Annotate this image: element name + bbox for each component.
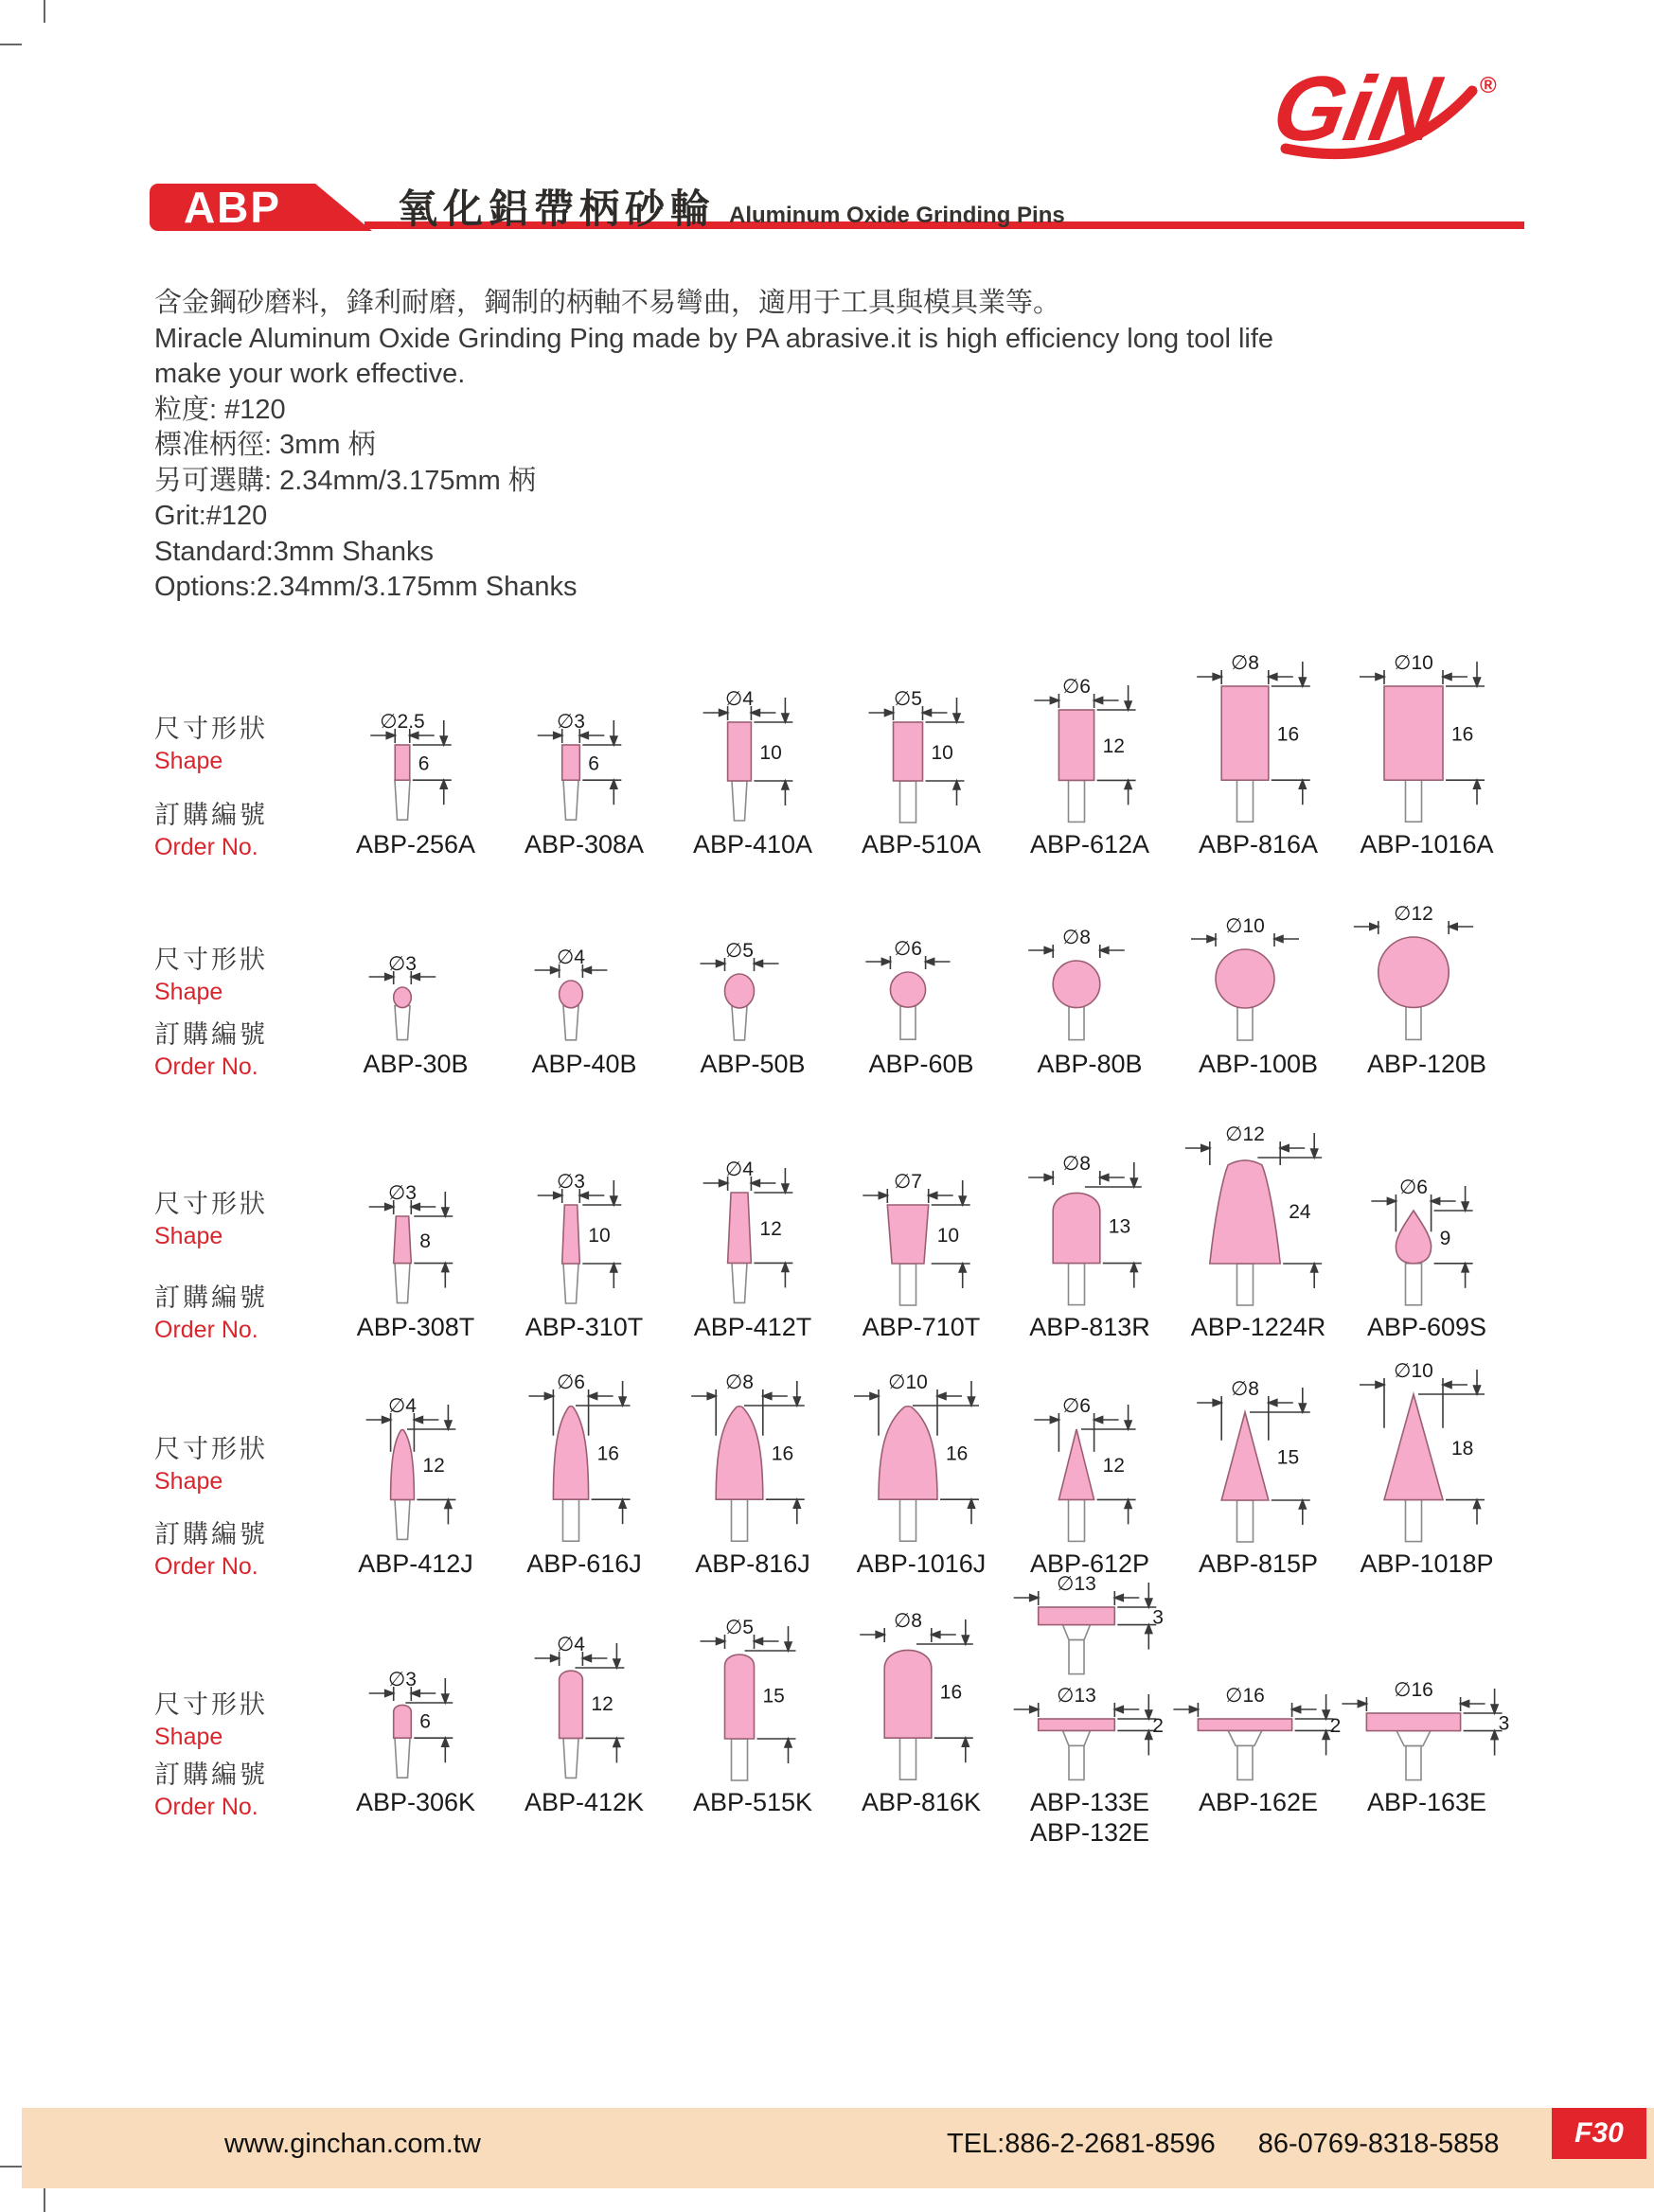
shape-diagram: [838, 688, 1005, 827]
order-number: ABP-306K: [355, 1788, 476, 1816]
svg-text:∅8: ∅8: [1062, 929, 1091, 948]
order-number: ABP-616J: [526, 1549, 642, 1578]
svg-text:∅6: ∅6: [557, 1371, 585, 1393]
svg-text:∅10: ∅10: [1394, 652, 1433, 674]
shape-diagram: [669, 1371, 836, 1547]
order-label-en: Order No.: [154, 1794, 258, 1820]
svg-text:6: 6: [588, 752, 599, 775]
product-cell: [1174, 1583, 1343, 1848]
row-labels: [154, 899, 331, 1081]
product-cell: [1005, 899, 1174, 1081]
shape-diagram: [332, 955, 499, 1047]
shape-diagram: [1003, 1573, 1177, 1785]
order-number: ABP-816J: [695, 1549, 810, 1578]
svg-text:15: 15: [762, 1685, 785, 1708]
svg-text:15: 15: [1276, 1446, 1300, 1469]
shape-label-zh: 尺寸形狀: [154, 1435, 268, 1463]
product-cell: [500, 651, 668, 861]
shape-diagram: [501, 1171, 667, 1310]
page-title: [398, 178, 1065, 235]
order-number: ABP-60B: [868, 1050, 974, 1078]
svg-text:∅16: ∅16: [1225, 1685, 1265, 1707]
svg-text:3: 3: [1498, 1712, 1510, 1735]
shape-diagram: [1343, 1360, 1510, 1547]
order-number: ABP-40B: [531, 1050, 637, 1078]
svg-text:∅3: ∅3: [557, 1171, 585, 1193]
product-cell: [837, 1355, 1005, 1581]
svg-text:∅8: ∅8: [1231, 652, 1259, 674]
product-cell: [1343, 1120, 1511, 1344]
order-number-line: ABP-133E: [1029, 1788, 1150, 1816]
row-labels: [154, 1355, 331, 1581]
shape-diagram: [1006, 1395, 1173, 1547]
product-cell: [500, 899, 668, 1081]
svg-text:16: 16: [596, 1442, 619, 1465]
description: [154, 286, 1423, 606]
svg-text:∅8: ∅8: [894, 1610, 922, 1632]
row-labels: [154, 1120, 331, 1344]
crop-mark-bottom-vertical: [44, 2188, 45, 2212]
svg-text:10: 10: [936, 1225, 960, 1247]
phone-2: 86-0769-8318-5858: [1257, 2129, 1500, 2159]
product-cell: [500, 1355, 668, 1581]
svg-text:6: 6: [418, 752, 430, 775]
product-row-5: [154, 1573, 1511, 1848]
product-cell: [1343, 651, 1511, 861]
svg-text:12: 12: [1102, 1455, 1125, 1478]
svg-text:∅10: ∅10: [888, 1371, 928, 1393]
svg-text:∅3: ∅3: [388, 955, 417, 975]
crop-mark-bottom-horizontal: [0, 2166, 22, 2168]
shape-label-group: [154, 1428, 268, 1495]
product-cell: [668, 899, 837, 1081]
spec-options-zh: 另可選購: 2.34mm/3.175mm 柄: [154, 465, 536, 496]
product-cell: [1174, 1355, 1343, 1581]
shape-diagram: [1343, 905, 1510, 1047]
order-number: ABP-609S: [1366, 1313, 1487, 1341]
svg-text:∅13: ∅13: [1057, 1685, 1096, 1707]
order-number: ABP-100B: [1198, 1050, 1319, 1078]
svg-text:∅16: ∅16: [1394, 1679, 1433, 1701]
shape-label-zh: 尺寸形狀: [154, 946, 268, 974]
website-text: www.ginchan.com.tw: [224, 2129, 481, 2159]
svg-text:∅7: ∅7: [894, 1171, 922, 1193]
order-label-group: [154, 794, 268, 861]
order-number: ABP-308A: [524, 830, 645, 858]
shape-label-group: [154, 708, 268, 775]
shape-diagram: [1006, 929, 1173, 1047]
order-label-en: Order No.: [154, 1053, 258, 1080]
page-footer: [22, 2108, 1654, 2188]
order-label-en: Order No.: [154, 1553, 258, 1580]
brand-logo: [1248, 57, 1513, 180]
product-cell: [668, 1583, 837, 1848]
section-code: ABP: [183, 183, 282, 232]
banner-tail: [315, 184, 372, 231]
product-cell: [668, 1355, 837, 1581]
order-number: ABP-310T: [525, 1313, 644, 1341]
product-cell: [1174, 1120, 1343, 1344]
shape-diagram: [1006, 1153, 1173, 1310]
order-number: ABP-710T: [862, 1313, 981, 1341]
svg-text:8: 8: [419, 1230, 431, 1252]
svg-text:∅5: ∅5: [894, 688, 922, 710]
product-cell: [1174, 899, 1343, 1081]
shape-label-zh: 尺寸形狀: [154, 715, 268, 743]
svg-text:9: 9: [1439, 1227, 1451, 1249]
order-number: ABP-80B: [1037, 1050, 1143, 1078]
shape-diagram: [332, 1182, 499, 1310]
svg-text:6: 6: [419, 1710, 431, 1733]
desc-line-en2: make your work effective.: [154, 359, 466, 389]
product-cell: [331, 1583, 500, 1848]
product-cell: [1343, 1355, 1511, 1581]
product-row-1: [154, 651, 1511, 861]
order-number: ABP-410A: [692, 830, 813, 858]
spec-shank-zh: 標准柄徑: 3mm 柄: [154, 430, 376, 460]
shape-label-group: [154, 1183, 268, 1250]
shape-diagram: [1175, 652, 1342, 827]
page-title-zh: 氧化鋁帶柄砂輪: [398, 186, 717, 231]
page-title-en: Aluminum Oxide Grinding Pins: [729, 203, 1065, 228]
shape-diagram: [1175, 917, 1342, 1047]
order-number: ABP-163E: [1366, 1788, 1487, 1816]
order-number: ABP-412J: [358, 1549, 473, 1578]
shape-diagram: [838, 1371, 1005, 1547]
svg-text:16: 16: [771, 1442, 794, 1465]
svg-text:∅12: ∅12: [1394, 905, 1433, 925]
order-number: ABP-612P: [1029, 1549, 1150, 1578]
shape-diagram: [1171, 1685, 1345, 1785]
order-number: ABP-412T: [693, 1313, 812, 1341]
svg-text:∅5: ∅5: [725, 942, 754, 962]
registered-mark: ®: [1480, 73, 1497, 98]
order-number: ABP-120B: [1366, 1050, 1487, 1078]
svg-text:∅3: ∅3: [557, 711, 585, 733]
order-label-group: [154, 1277, 268, 1344]
svg-text:12: 12: [591, 1693, 614, 1716]
shape-diagram: [501, 711, 667, 827]
svg-text:13: 13: [1108, 1215, 1131, 1238]
svg-text:∅4: ∅4: [557, 1634, 585, 1655]
shape-label-en: Shape: [154, 1223, 223, 1249]
svg-text:∅3: ∅3: [388, 1669, 417, 1690]
page-number: F30: [1552, 2108, 1646, 2159]
product-cell: [1005, 651, 1174, 861]
svg-text:16: 16: [939, 1681, 963, 1704]
svg-text:∅8: ∅8: [1062, 1153, 1091, 1175]
order-number: ABP-256A: [355, 830, 476, 858]
shape-diagram: [1343, 1177, 1510, 1310]
product-cell: [500, 1120, 668, 1344]
svg-text:∅12: ∅12: [1225, 1124, 1265, 1145]
svg-text:16: 16: [1451, 723, 1474, 746]
product-cell: [837, 1583, 1005, 1848]
svg-text:2: 2: [1329, 1715, 1342, 1738]
order-number: ABP-162E: [1198, 1788, 1319, 1816]
svg-text:3: 3: [1152, 1606, 1164, 1629]
svg-text:10: 10: [759, 742, 782, 764]
shape-label-en: Shape: [154, 1724, 223, 1750]
product-cell: [331, 899, 500, 1081]
shape-diagram: [1175, 1124, 1342, 1310]
crop-mark-top-horizontal: [0, 44, 22, 45]
product-cell: [837, 1120, 1005, 1344]
shape-diagram: [332, 1669, 499, 1785]
shape-diagram: [332, 1395, 499, 1547]
spec-grit-zh: 粒度: #120: [154, 394, 286, 425]
order-label-zh: 訂購編號: [154, 1520, 268, 1548]
shape-label-en: Shape: [154, 748, 223, 774]
svg-text:12: 12: [422, 1455, 445, 1478]
svg-text:10: 10: [588, 1225, 611, 1247]
product-cell: [1005, 1120, 1174, 1344]
product-cell: [1005, 1573, 1174, 1848]
product-cell: [331, 651, 500, 861]
shape-diagram: [838, 940, 1005, 1047]
spec-grit-en: Grit:#120: [154, 501, 268, 531]
svg-text:18: 18: [1451, 1437, 1474, 1460]
phone-1: TEL:886-2-2681-8596: [947, 2129, 1216, 2159]
shape-label-group: [154, 939, 268, 1006]
order-label-zh: 訂購編號: [154, 1761, 268, 1789]
product-cell: [1343, 1583, 1511, 1848]
product-row-4: [154, 1355, 1511, 1581]
shape-diagram: [669, 1159, 836, 1310]
order-number: ABP-412K: [524, 1788, 645, 1816]
svg-text:GiN: GiN: [1265, 57, 1448, 160]
svg-text:∅4: ∅4: [725, 688, 754, 710]
svg-text:∅4: ∅4: [725, 1159, 754, 1180]
product-row-2: [154, 899, 1511, 1081]
gin-logo-graphic: [1248, 57, 1513, 175]
product-row-3: [154, 1120, 1511, 1344]
order-number: ABP-815P: [1198, 1549, 1319, 1578]
shape-diagram: [669, 1617, 836, 1785]
order-label-group: [154, 1754, 268, 1821]
shape-diagram: [501, 1634, 667, 1785]
svg-text:∅6: ∅6: [1062, 676, 1091, 698]
svg-text:12: 12: [1102, 735, 1125, 758]
svg-text:∅2.5: ∅2.5: [380, 711, 425, 733]
svg-text:12: 12: [759, 1218, 782, 1241]
order-label-en: Order No.: [154, 834, 258, 860]
shape-diagram: [669, 688, 836, 827]
shape-diagram: [838, 1171, 1005, 1310]
spec-shank-en: Standard:3mm Shanks: [154, 536, 434, 567]
shape-diagram: [501, 948, 667, 1047]
order-number: [1030, 1787, 1149, 1848]
order-label-en: Order No.: [154, 1317, 258, 1343]
order-number-line: ABP-132E: [1029, 1818, 1150, 1847]
svg-text:∅5: ∅5: [725, 1617, 754, 1638]
order-number: ABP-50B: [700, 1050, 806, 1078]
shape-label-zh: 尺寸形狀: [154, 1190, 268, 1218]
svg-text:∅4: ∅4: [557, 948, 585, 968]
order-number: ABP-612A: [1029, 830, 1150, 858]
order-number: ABP-308T: [356, 1313, 475, 1341]
svg-text:∅8: ∅8: [1231, 1378, 1259, 1400]
shape-diagram: [838, 1610, 1005, 1785]
row-labels: [154, 1583, 331, 1848]
shape-diagram: [1175, 1378, 1342, 1547]
phone-numbers: [947, 2129, 1500, 2160]
svg-text:16: 16: [1276, 723, 1300, 746]
svg-text:∅4: ∅4: [388, 1395, 417, 1417]
order-label-group: [154, 1014, 268, 1081]
order-number: ABP-813R: [1029, 1313, 1150, 1341]
product-cell: [837, 651, 1005, 861]
order-number: ABP-1016A: [1360, 830, 1494, 858]
order-number: ABP-816A: [1198, 830, 1319, 858]
svg-text:∅6: ∅6: [894, 940, 922, 960]
shape-label-zh: 尺寸形狀: [154, 1690, 268, 1719]
order-number: ABP-1224R: [1190, 1313, 1326, 1341]
shape-label-en: Shape: [154, 1468, 223, 1495]
order-label-group: [154, 1513, 268, 1581]
product-cell: [500, 1583, 668, 1848]
product-cell: [837, 899, 1005, 1081]
order-number: ABP-816K: [861, 1788, 982, 1816]
svg-text:24: 24: [1289, 1201, 1311, 1223]
desc-line-en1: Miracle Aluminum Oxide Grinding Ping made by PA abrasive.it is high efficiency long tool life: [154, 323, 1274, 354]
svg-text:∅10: ∅10: [1394, 1360, 1433, 1382]
svg-text:∅13: ∅13: [1057, 1573, 1096, 1595]
svg-text:∅6: ∅6: [1062, 1395, 1091, 1417]
shape-diagram: [332, 711, 499, 827]
product-cell: [1174, 651, 1343, 861]
shape-diagram: [669, 942, 836, 1047]
crop-mark-top-vertical: [44, 0, 45, 23]
svg-text:∅10: ∅10: [1225, 917, 1265, 937]
shape-diagram: [1343, 652, 1510, 827]
row-labels: [154, 651, 331, 861]
product-cell: [331, 1120, 500, 1344]
order-number: ABP-515K: [692, 1788, 813, 1816]
order-label-zh: 訂購編號: [154, 1283, 268, 1312]
product-cell: [1343, 899, 1511, 1081]
product-cell: [668, 1120, 837, 1344]
product-cell: [1005, 1355, 1174, 1581]
product-cell: [331, 1355, 500, 1581]
svg-text:∅6: ∅6: [1399, 1177, 1428, 1198]
svg-text:∅3: ∅3: [388, 1182, 417, 1204]
order-label-zh: 訂購編號: [154, 801, 268, 829]
shape-diagram: [501, 1371, 667, 1547]
order-number: ABP-1016J: [856, 1549, 987, 1578]
shape-diagram: [1006, 676, 1173, 827]
shape-label-group: [154, 1684, 268, 1751]
shape-label-en: Shape: [154, 979, 223, 1005]
svg-text:2: 2: [1152, 1715, 1164, 1738]
order-number: ABP-30B: [363, 1050, 469, 1078]
svg-text:10: 10: [931, 742, 953, 764]
order-label-zh: 訂購編號: [154, 1020, 268, 1049]
section-code-banner: [150, 184, 315, 231]
spec-options-en: Options:2.34mm/3.175mm Shanks: [154, 572, 578, 602]
shape-diagram: [1340, 1679, 1514, 1785]
order-number: ABP-1018P: [1360, 1549, 1494, 1578]
svg-text:∅8: ∅8: [725, 1371, 754, 1393]
product-cell: [668, 651, 837, 861]
svg-text:16: 16: [946, 1442, 969, 1465]
desc-line-zh: 含金鋼砂磨料，鋒利耐磨，鋼制的柄軸不易彎曲，適用于工具與模具業等。: [154, 288, 1061, 318]
order-number: ABP-510A: [861, 830, 982, 858]
